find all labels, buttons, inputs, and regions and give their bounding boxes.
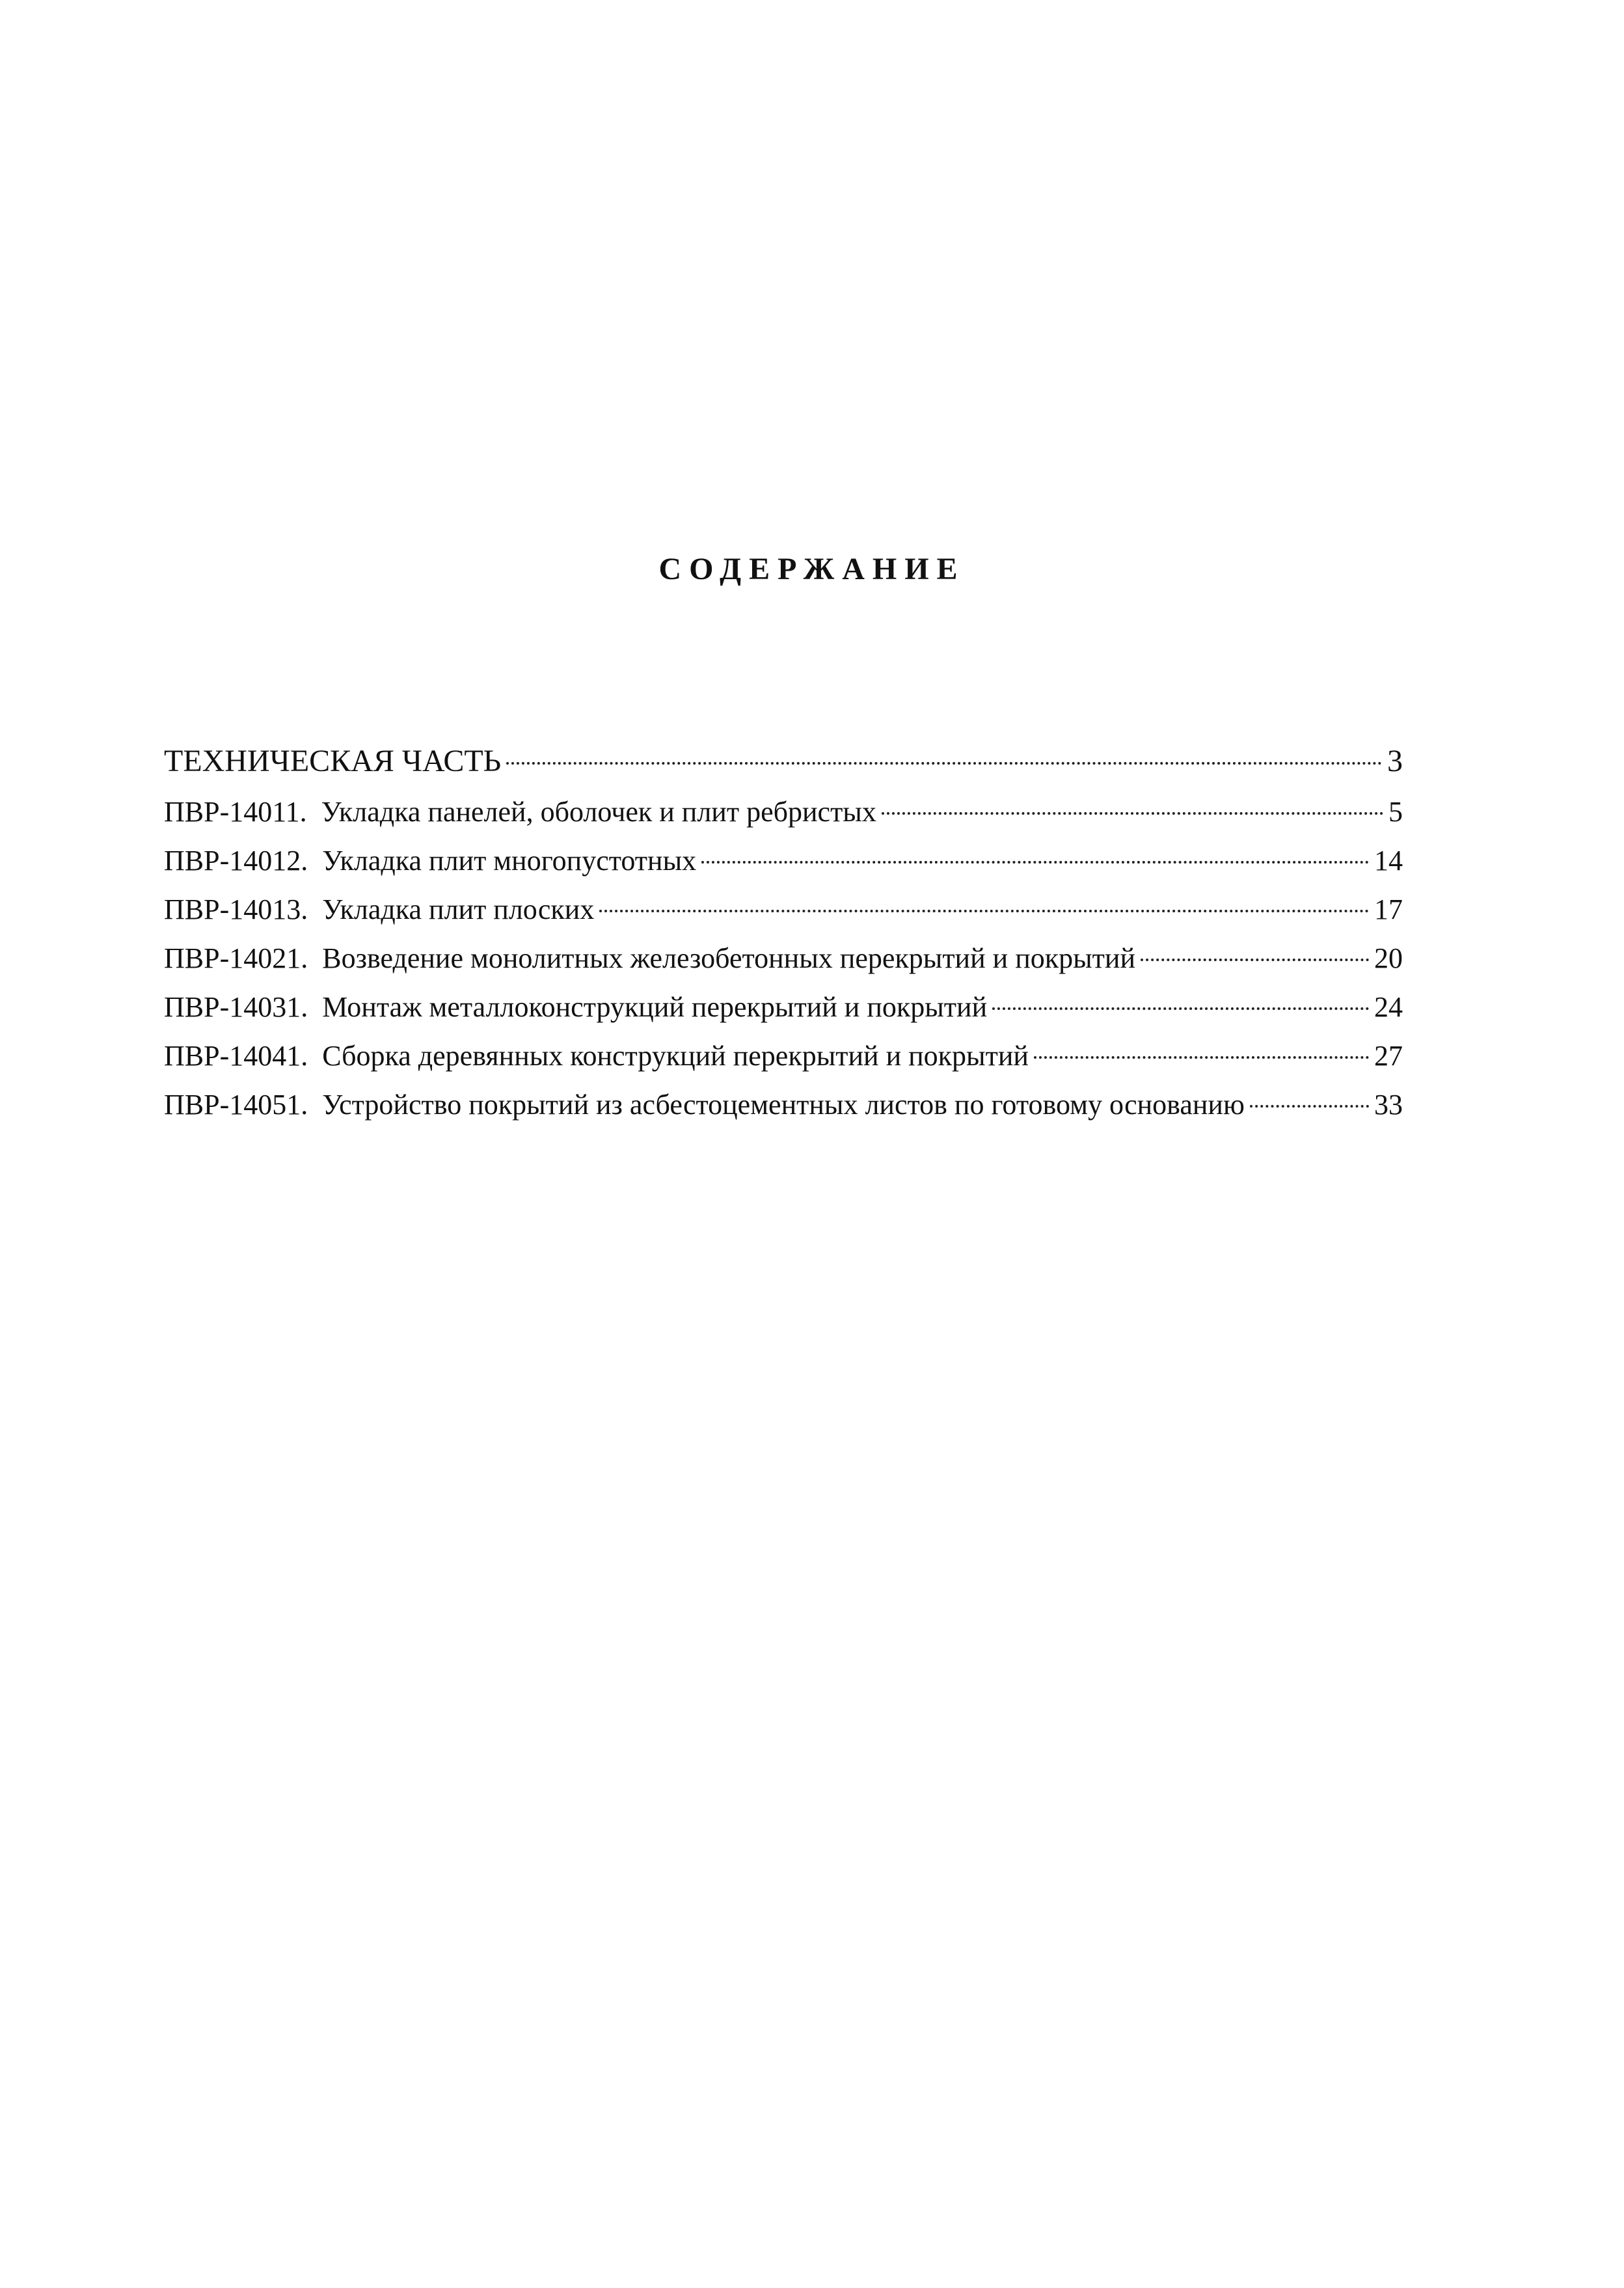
toc-entry-text: Укладка плит плоских (322, 893, 595, 925)
toc-entry-page: 27 (1374, 1040, 1403, 1072)
toc-entry-code: ПВР-14012. (164, 845, 308, 877)
dot-leader (599, 910, 1369, 912)
toc-entry-code: ПВР-14013. (164, 893, 308, 925)
dot-leader (1034, 1056, 1369, 1059)
toc-entry-page: 17 (1374, 893, 1403, 925)
toc-title: СОДЕРЖАНИЕ (658, 552, 966, 586)
dot-leader (882, 812, 1383, 815)
toc-entry-text: Устройство покрытий из асбестоцементных листов по готовому основанию (322, 1089, 1245, 1121)
toc-entry-page: 5 (1388, 796, 1403, 828)
toc-entry-code: ПВР-14011. (164, 796, 307, 828)
toc-entry-pvr-14031 (164, 988, 1403, 1037)
toc-entry-code: ПВР-14041. (164, 1040, 308, 1072)
toc-entry-page: 3 (1387, 744, 1403, 778)
toc-entry-text: Сборка деревянных конструкций перекрытий и покрытий (322, 1040, 1029, 1072)
toc-entry-code: ПВР-14051. (164, 1089, 308, 1121)
toc-entry-text: Возведение монолитных железобетонных перекрытий и покрытий (322, 942, 1135, 974)
toc-entry-pvr-14051 (164, 1085, 1403, 1134)
toc-entry-text: Укладка панелей, оболочек и плит ребристых (321, 796, 876, 828)
toc-entry-technical-part (164, 742, 1403, 793)
toc-entry-code: ПВР-14031. (164, 991, 308, 1023)
toc-entry-code: ПВР-14021. (164, 942, 308, 974)
toc-entry-pvr-14021 (164, 939, 1403, 988)
toc-list (164, 742, 1403, 1134)
toc-entry-pvr-14012 (164, 841, 1403, 890)
dot-leader (1250, 1105, 1369, 1108)
toc-entry-text: Укладка плит многопустотных (322, 845, 697, 877)
toc-entry-text: ТЕХНИЧЕСКАЯ ЧАСТЬ (164, 744, 502, 778)
dot-leader (992, 1007, 1369, 1010)
toc-entry-pvr-14013 (164, 890, 1403, 939)
toc-entry-page: 20 (1374, 942, 1403, 974)
toc-entry-pvr-14041 (164, 1037, 1403, 1085)
dot-leader (701, 861, 1369, 864)
dot-leader (1141, 959, 1369, 961)
dot-leader (506, 762, 1382, 765)
toc-entry-text: Монтаж металлоконструкций перекрытий и покрытий (322, 991, 988, 1023)
toc-entry-pvr-14011 (164, 793, 1403, 841)
toc-entry-page: 14 (1374, 845, 1403, 877)
toc-entry-page: 33 (1374, 1089, 1403, 1121)
toc-entry-page: 24 (1374, 991, 1403, 1023)
